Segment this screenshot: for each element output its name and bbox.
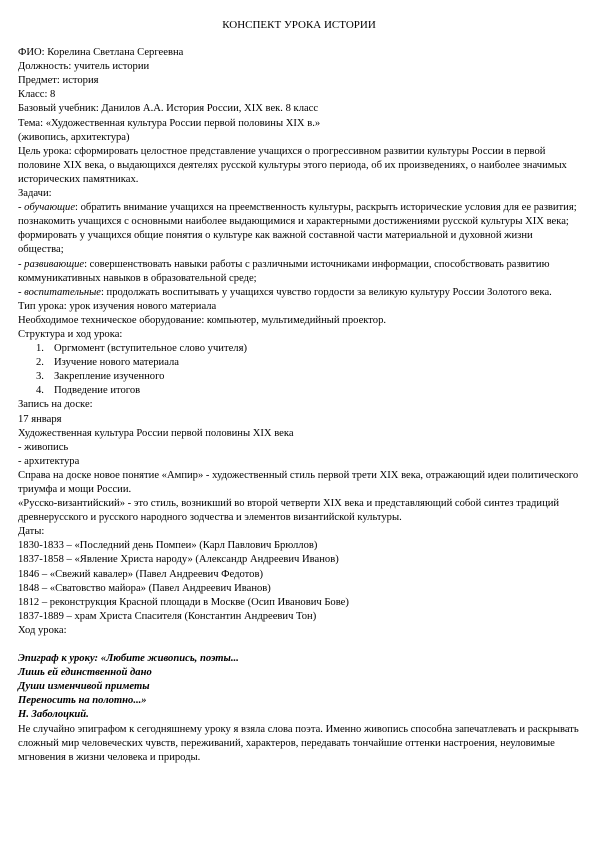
document-title: КОНСПЕКТ УРОКА ИСТОРИИ [222, 19, 376, 31]
task-text: : продолжать воспитывать у учащихся чувство гордости за великую культуру России Золотого века. [100, 286, 552, 298]
list-item [36, 370, 580, 384]
fio-line: ФИО: Корелина Светлана Сергеевна [18, 47, 184, 59]
document-page [18, 16, 580, 765]
date-entry: 1837-1858 – «Явление Христа народу» (Александр Андреевич Иванов) [18, 554, 339, 566]
task-term: - обучающие [18, 202, 76, 214]
position-line: Должность: учитель истории [18, 61, 150, 73]
goal-paragraph: Цель урока: сформировать целостное представление учащихся о прогрессивном развитии культуры России в первой половине XIX века, о выдающихся деятелях русской культуры этого периода, об их произведениях, о наиболее значимых исторических памятниках. [18, 145, 567, 185]
lesson-type-line: Тип урока: урок изучения нового материала [18, 300, 217, 312]
date-entry: 1830-1833 – «Последний день Помпеи» (Карл Павлович Брюллов) [18, 540, 318, 552]
date-entry: 1846 – «Свежий кавалер» (Павел Андреевич Федотов) [18, 568, 263, 580]
empire-paragraph: Справа на доске новое понятие «Ампир» - художественный стиль первой трети XIX века, отражающий идеи политического триумфа и мощи России. [18, 469, 579, 495]
task-item [18, 258, 580, 286]
board-date: 17 января [18, 413, 62, 425]
date-entry: 1812 – реконструкция Красной площади в Москве (Осип Иванович Бове) [18, 596, 349, 608]
dates-heading: Даты: [18, 526, 45, 538]
russo-byzantine-paragraph: «Русско-византийский» - это стиль, возникший во второй четверти XIX века и представляющий собой синтез традиций древнерусского и русского народного зодчества и элементов византийской культуры. [18, 498, 560, 524]
task-term: - воспитательные [18, 286, 101, 298]
course-heading: Ход урока: [18, 624, 67, 636]
list-item-number: 2. [36, 357, 44, 369]
list-item-text: Закрепление изученного [54, 371, 165, 383]
list-item [36, 342, 580, 356]
equipment-line: Необходимое техническое оборудование: компьютер, мультимедийный проектор. [18, 314, 387, 326]
structure-list [18, 342, 580, 398]
list-item-text: Оргмомент (вступительное слово учителя) [54, 343, 247, 355]
list-item-number: 4. [36, 385, 44, 397]
task-text: : обратить внимание учащихся на преемственность культуры, раскрыть исторические условия для ее развития; познакомить учащихся с основными наиболее выдающимися и характерными достижениями русской культуры XIX века; формировать у учащихся общие понятия о культуре как важной составной части материальной и духовной жизни общества; [18, 202, 577, 256]
board-topic: Художественная культура России первой половины XIX века [18, 427, 294, 439]
epigraph-author: Н. Заболоцкий. [18, 709, 89, 721]
epigraph-line: Переносить на полотно...» [18, 695, 147, 707]
subject-line: Предмет: история [18, 75, 99, 87]
list-item-number: 1. [36, 343, 44, 355]
task-text: : совершенствовать навыки работы с различными источниками информации, способствовать развитию коммуникативных навыков в образовательной среде; [18, 258, 550, 284]
list-item-text: Изучение нового материала [54, 357, 179, 369]
grade-line: Класс: 8 [18, 89, 56, 101]
tasks-heading: Задачи: [18, 188, 52, 200]
task-item [18, 286, 580, 300]
list-item-text: Подведение итогов [54, 385, 141, 397]
list-item-number: 3. [36, 371, 44, 383]
board-item: - живопись [18, 441, 69, 453]
spacer [18, 638, 580, 652]
epigraph-line: Лишь ей единственной дано [18, 667, 152, 679]
list-item [36, 356, 580, 370]
task-item [18, 201, 580, 257]
date-entry: 1837-1889 – храм Христа Спасителя (Константин Андреевич Тон) [18, 610, 317, 622]
topic-sub-line: (живопись, архитектура) [18, 131, 130, 143]
task-term: - развивающие [18, 258, 85, 270]
textbook-line: Базовый учебник: Данилов А.А. История России, XIX век. 8 класс [18, 103, 319, 115]
date-entry: 1848 – «Сватовство майора» (Павел Андреевич Иванов) [18, 582, 271, 594]
list-item [36, 384, 580, 398]
topic-line: Тема: «Художественная культура России первой половины XIX в.» [18, 117, 321, 129]
board-item: - архитектура [18, 455, 80, 467]
closing-paragraph: Не случайно эпиграфом к сегодняшнему уроку я взяла слова поэта. Именно живопись способна запечатлевать и раскрывать сложный мир человеческих чувств, переживаний, характеров, передавать тончайшие оттенки настроения, неуловимые мгновения в жизни человека и природы. [18, 723, 579, 763]
epigraph-line: Души изменчивой приметы [18, 681, 150, 693]
board-heading: Запись на доске: [18, 399, 93, 411]
structure-heading: Структура и ход урока: [18, 328, 123, 340]
epigraph-line: Эпиграф к уроку: «Любите живопись, поэты... [18, 653, 239, 665]
